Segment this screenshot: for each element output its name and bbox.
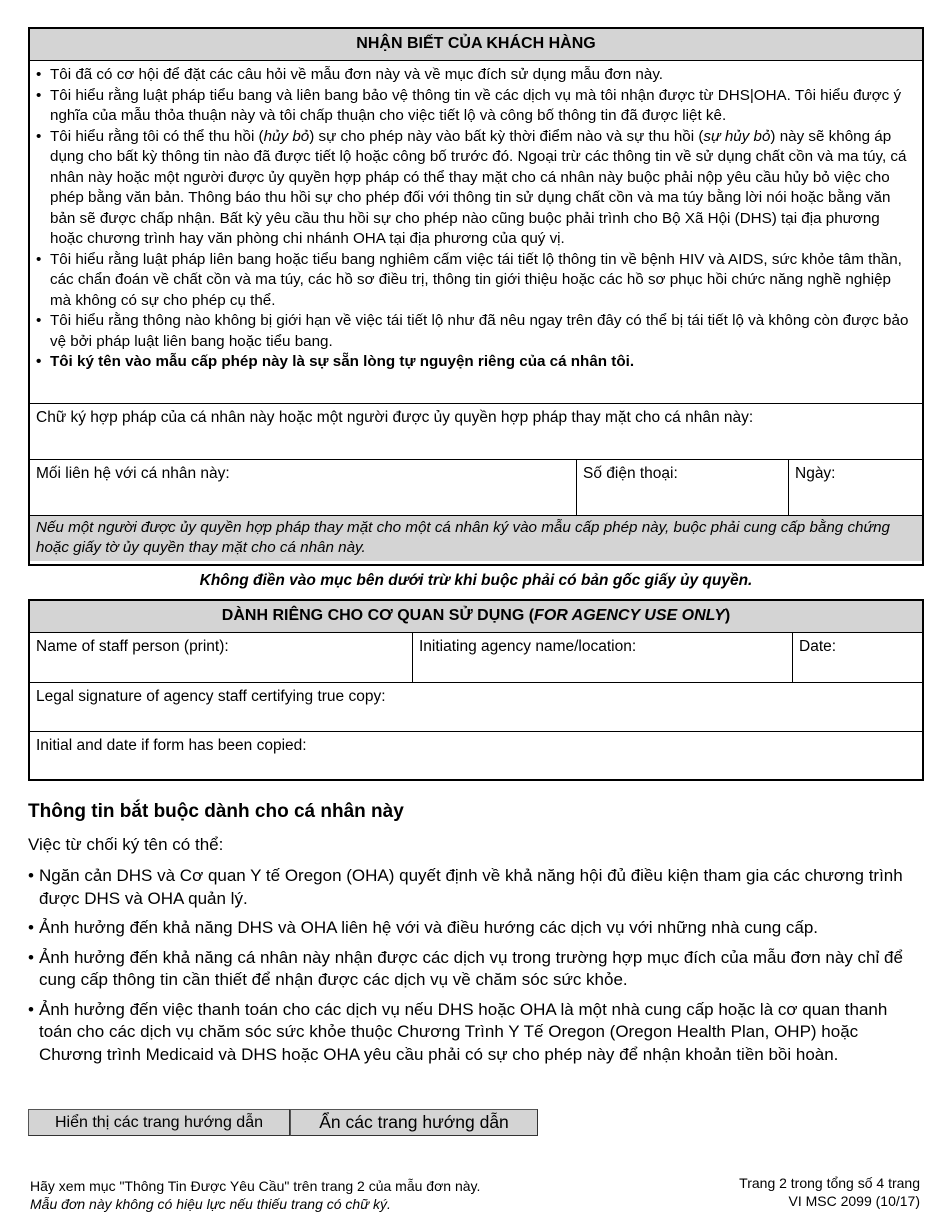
form-id: VI MSC 2099 (10/17) [788,1193,920,1209]
authorized-representative-note: Nếu một người được ủy quyền hợp pháp thay mặt cho một cá nhân ký vào mẫu cấp phép này, buộc phải cung cấp bằng chứng hoặc giấy tờ ủy quyền thay mặt cho cá nhân này. [30,515,922,561]
agency-use-section [28,599,924,781]
agency-use-header [30,601,922,633]
acknowledgement-text: Tôi ký tên vào mẫu cấp phép này là sự sẵn lòng tự nguyện riêng của cá nhân tôi. [50,353,635,370]
agency-header-suffix: ) [724,607,731,624]
required-info-intro: Việc từ chối ký tên có thể: [28,835,224,854]
agency-location-field[interactable] [413,633,793,682]
acknowledgement-text: Tôi hiểu rằng luật pháp liên bang hoặc tiểu bang nghiêm cấm việc tái tiết lộ thông tin về bệnh HIV và AIDS, sức khỏe tâm thần, các chẩn đoán về chất cồn và ma túy, các hồ sơ điều trị, thông tin giới thiệu hoặc các hồ sơ phục hồi chức năng nghề nghiệp mà không có sự cho phép cụ thể. [50,250,902,309]
phone-label: Số điện thoại: [583,465,678,482]
acknowledgement-text: Tôi hiểu rằng luật pháp tiểu bang và liên bang bảo vệ thông tin về các dịch vụ mà tôi nhận được từ DHS|OHA. Tôi hiểu được ý nghĩa của mẫu thỏa thuận này và tôi chấp thuận cho việc tiết lộ và công bố thông tin đã được liệt kê. [50,86,902,124]
agency-date-field[interactable] [793,633,922,682]
acknowledgement-text: Tôi hiểu rằng thông nào không bị giới hạn về việc tái tiết lộ như đã nêu ngay trên đây có thể bị tái tiết lộ và không còn được bảo vệ bởi pháp luật liên bang hoặc tiểu bang. [50,312,909,350]
required-info-item: • Ảnh hưởng đến khả năng cá nhân này nhận được các dịch vụ trong trường hợp mục đích của mẫu đơn này chỉ để cung cấp thông tin cần thiết để nhận được các dịch vụ về chăm sóc sức khỏe. [28,947,908,992]
footer-left [30,1177,480,1213]
acknowledgement-item [36,352,916,373]
agency-header-prefix: DÀNH RIÊNG CHO CƠ QUAN SỬ DỤNG ( [221,607,535,624]
date-label: Ngày: [795,465,836,482]
initial-date-label: Initial and date if form has been copied: [36,737,307,754]
acknowledgement-text: Tôi đã có cơ hội để đặt các câu hỏi về mẫu đơn này và về mục đích sử dụng mẫu đơn này. [50,66,664,83]
agency-date-label: Date: [799,638,837,655]
acknowledgement-item [36,250,916,312]
staff-signature-field[interactable] [30,683,922,732]
acknowledgement-item [36,86,916,127]
acknowledgement-text: hủy bỏ [263,127,310,145]
date-field[interactable] [789,460,922,515]
phone-field[interactable] [577,460,789,515]
required-info-item: • Ảnh hưởng đến việc thanh toán cho các dịch vụ nếu DHS hoặc OHA là một nhà cung cấp hoặc là cơ quan thanh toán cho các dịch vụ chăm sóc sức khỏe thuộc Chương Trình Y Tế Oregon (Oregon Health Plan, OHP) hoặc Chương trình Medicaid và DHS hoặc OHA yêu cầu phải có sự cho phép này để nhận khoản tiền bồi hoàn. [28,999,908,1067]
instruction-buttons [28,1109,538,1136]
footer-right [739,1174,920,1210]
required-info-list [28,865,908,1073]
copy-instruction-note: Không điền vào mục bên dưới trừ khi buộc phải có bản gốc giấy ủy quyền. [199,572,753,589]
signature-field[interactable] [30,404,922,459]
agency-location-label: Initiating agency name/location: [419,638,637,655]
staff-name-label: Name of staff person (print): [36,638,229,655]
footer-see-required: Hãy xem mục "Thông Tin Được Yêu Cầu" trên trang 2 của mẫu đơn này. [30,1178,481,1194]
footer-invalid-note: Mẫu đơn này không có hiệu lực nếu thiếu trang có chữ ký. [30,1196,391,1212]
staff-name-field[interactable] [30,633,413,682]
initial-date-field[interactable] [30,732,922,779]
acknowledgement-text: ) này sẽ không áp dụng cho bất kỳ thông tin nào đã được tiết lộ hoặc công bố trước đó. Ngoại trừ các thông tin về sử dụng chất cồn và ma túy, cá nhân này hoặc một người được ủy quyền hợp pháp có thể thay mặt cho cá nhân này buộc phải nộp yêu cầu hủy bỏ việc cho phép bằng văn bản. Thông báo thu hồi sự cho phép đối với thông tin sử dụng chất cồn và ma túy bằng lời nói hoặc bằng văn bản sẽ được chấp nhận. Bất kỳ yêu cầu thu hồi sự cho phép nào cũng buộc phải trình cho Bộ Xã Hội (DHS) tại địa phương hoặc chương trình hay văn phòng chi nhánh OHA tại địa phương của quý vị. [50,127,907,247]
acknowledgement-item [36,65,916,86]
required-info-item: • Ngăn cản DHS và Cơ quan Y tế Oregon (OHA) quyết định về khả năng hội đủ điều kiện tham gia các chương trình được DHS và OHA quản lý. [28,865,908,910]
acknowledgement-item [36,127,916,250]
required-info-item: • Ảnh hưởng đến khả năng DHS và OHA liên hệ với và điều hướng các dịch vụ với những nhà cung cấp. [28,917,908,940]
relationship-field[interactable] [30,460,577,515]
staff-signature-label: Legal signature of agency staff certifying true copy: [36,688,386,705]
acknowledgement-item [36,311,916,352]
signature-label: Chữ ký hợp pháp của cá nhân này hoặc một người được ủy quyền hợp pháp thay mặt cho cá nhân này: [36,409,754,426]
show-instructions-button[interactable]: Hiển thị các trang hướng dẫn [28,1109,290,1136]
acknowledgement-text: sự hủy bỏ [703,127,771,145]
agency-header-english: FOR AGENCY USE ONLY [534,607,725,624]
acknowledgement-text: Tôi hiểu rằng tôi có thể thu hồi ( [50,127,264,145]
acknowledgement-text: ) sự cho phép này vào bất kỳ thời điểm nào và sự thu hồi ( [309,127,704,145]
acknowledgement-list [30,61,922,377]
required-info-title: Thông tin bắt buộc dành cho cá nhân này [28,801,404,822]
customer-acknowledgement-section [28,27,924,566]
hide-instructions-button[interactable]: Ẩn các trang hướng dẫn [290,1109,538,1136]
customer-acknowledgement-header: NHẬN BIẾT CỦA KHÁCH HÀNG [30,29,922,61]
relationship-label: Mối liên hệ với cá nhân này: [36,465,230,482]
page-number: Trang 2 trong tổng số 4 trang [739,1175,920,1191]
